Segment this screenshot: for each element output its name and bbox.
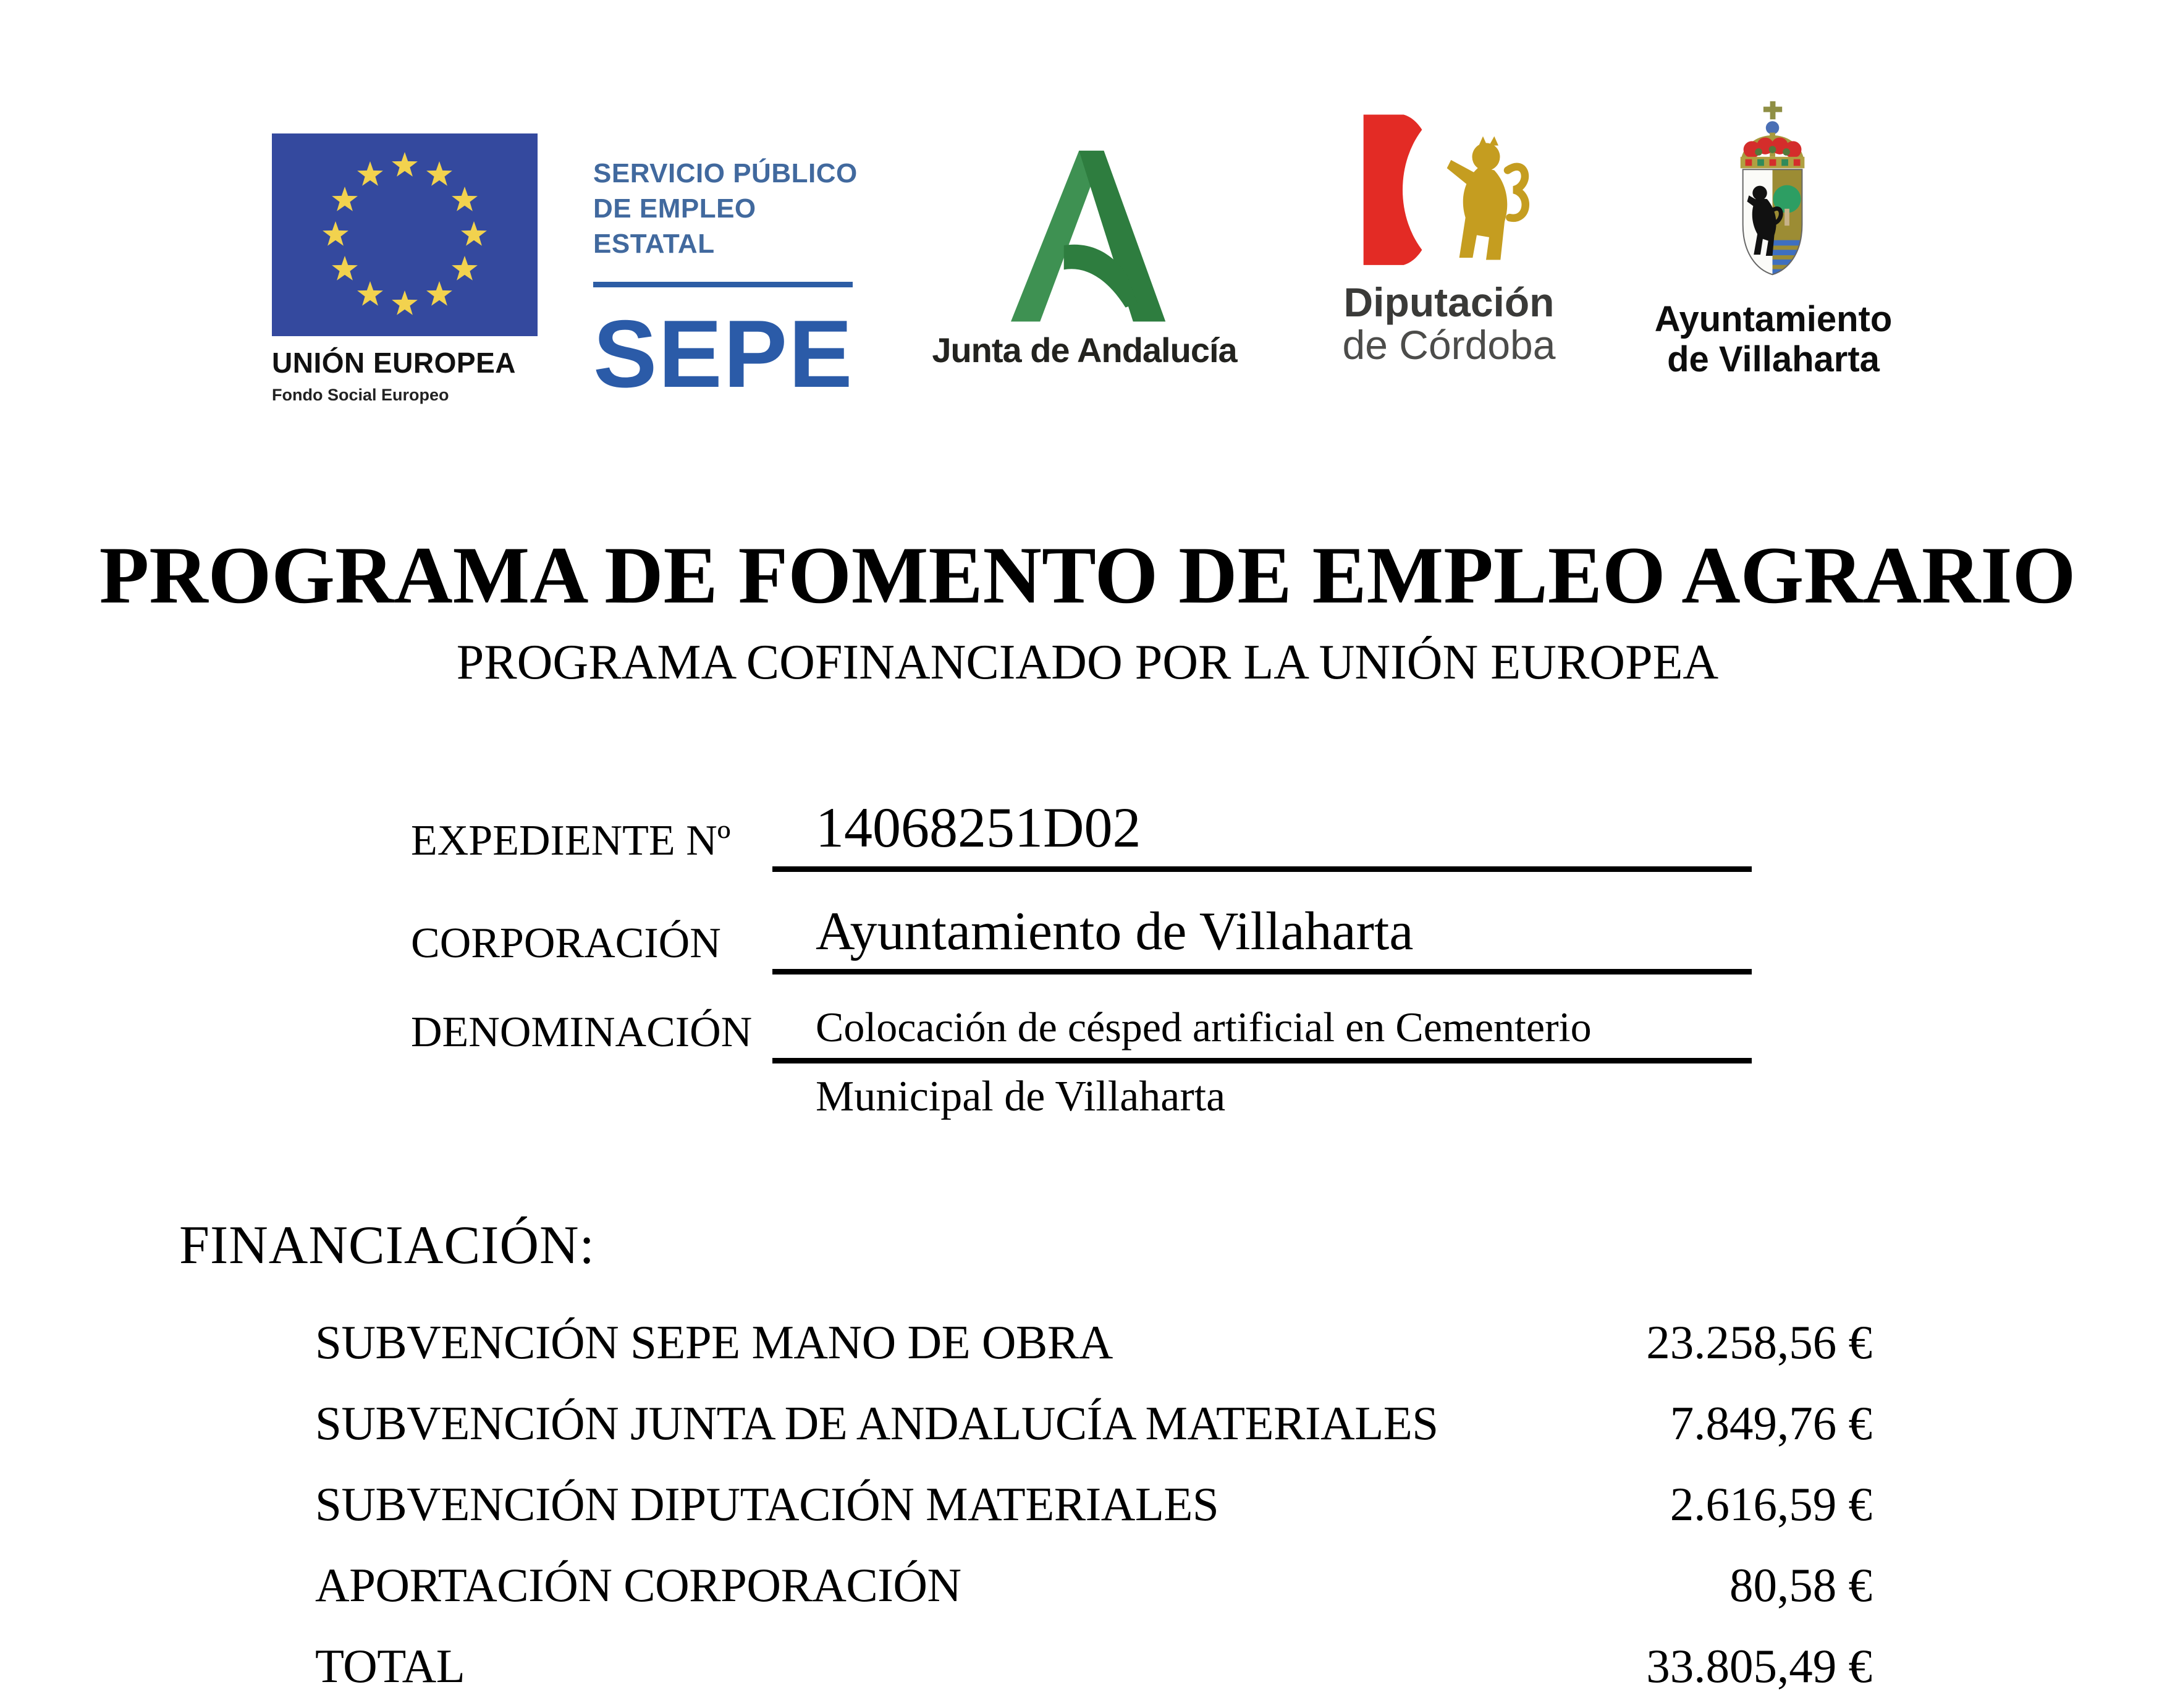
logo-sepe	[593, 87, 859, 407]
financing-label: SUBVENCIÓN DIPUTACIÓN MATERIALES	[315, 1477, 1219, 1531]
junta-label: Junta de Andalucía	[932, 331, 1237, 370]
denominacion-value-line2: Municipal de Villaharta	[816, 1072, 1226, 1120]
financing-amount-total: 33.805,49 €	[1646, 1639, 1872, 1693]
denominacion-label: DENOMINACIÓN	[411, 1008, 753, 1056]
sepe-line2: DE EMPLEO ESTATAL	[593, 193, 756, 260]
field-expediente	[411, 795, 1752, 872]
sepe-divider-rule	[593, 282, 853, 287]
eu-flag-icon	[272, 133, 538, 336]
financing-row	[315, 1477, 1872, 1532]
sepe-wordmark: SEPE	[593, 300, 854, 407]
page-subtitle: PROGRAMA COFINANCIADO POR LA UNIÓN EUROPEA	[456, 635, 1719, 690]
field-denominacion	[411, 1003, 1752, 1063]
financing-list	[315, 1315, 1872, 1694]
form-fields	[411, 795, 1752, 1122]
sepe-line1: SERVICIO PÚBLICO	[593, 158, 858, 188]
logo-ayuntamiento-villaharta	[1644, 87, 1903, 380]
financing-row	[315, 1396, 1872, 1451]
logo-diputacion-cordoba	[1310, 87, 1588, 367]
sepe-service-lines	[593, 156, 859, 262]
logo-junta-andalucia	[914, 87, 1254, 370]
corporacion-value: Ayuntamiento de Villaharta	[772, 900, 1752, 974]
financing-heading: FINANCIACIÓN:	[179, 1215, 595, 1275]
financing-amount: 2.616,59 €	[1670, 1477, 1872, 1531]
eu-label: UNIÓN EUROPEA	[272, 347, 516, 379]
diputacion-label-line1: Diputación	[1343, 279, 1555, 325]
financing-label: APORTACIÓN CORPORACIÓN	[315, 1558, 961, 1612]
financing-amount: 7.849,76 €	[1670, 1396, 1872, 1450]
expediente-value: 14068251D02	[772, 795, 1752, 872]
page-title: PROGRAMA DE FOMENTO DE EMPLEO AGRARIO	[99, 530, 2076, 620]
logo-strip	[272, 87, 1903, 420]
junta-a-icon	[998, 145, 1171, 324]
diputacion-label-line2: de Córdoba	[1342, 322, 1556, 368]
villaharta-label-line2: de Villaharta	[1667, 339, 1880, 379]
financing-row	[315, 1558, 1872, 1613]
financing-label: SUBVENCIÓN JUNTA DE ANDALUCÍA MATERIALES	[315, 1396, 1438, 1450]
denominacion-value-line1: Colocación de césped artificial en Cementerio	[772, 1003, 1752, 1063]
villaharta-shield-icon	[1704, 96, 1843, 284]
corporacion-label: CORPORACIÓN	[411, 919, 721, 967]
diputacion-emblem-icon	[1356, 112, 1542, 277]
expediente-label: EXPEDIENTE Nº	[411, 816, 731, 865]
financing-label-total: TOTAL	[315, 1639, 465, 1693]
financing-label: SUBVENCIÓN SEPE MANO DE OBRA	[315, 1315, 1113, 1369]
financing-amount: 23.258,56 €	[1646, 1315, 1872, 1369]
eu-sublabel: Fondo Social Europeo	[272, 386, 449, 404]
financing-row-total	[315, 1639, 1872, 1694]
crown-icon	[1740, 101, 1804, 168]
logo-union-europea	[272, 87, 538, 405]
financing-amount: 80,58 €	[1729, 1558, 1872, 1612]
villaharta-label-line1: Ayuntamiento	[1654, 299, 1893, 339]
villaharta-label	[1644, 300, 1903, 380]
financing-row	[315, 1315, 1872, 1370]
field-corporacion	[411, 900, 1752, 974]
